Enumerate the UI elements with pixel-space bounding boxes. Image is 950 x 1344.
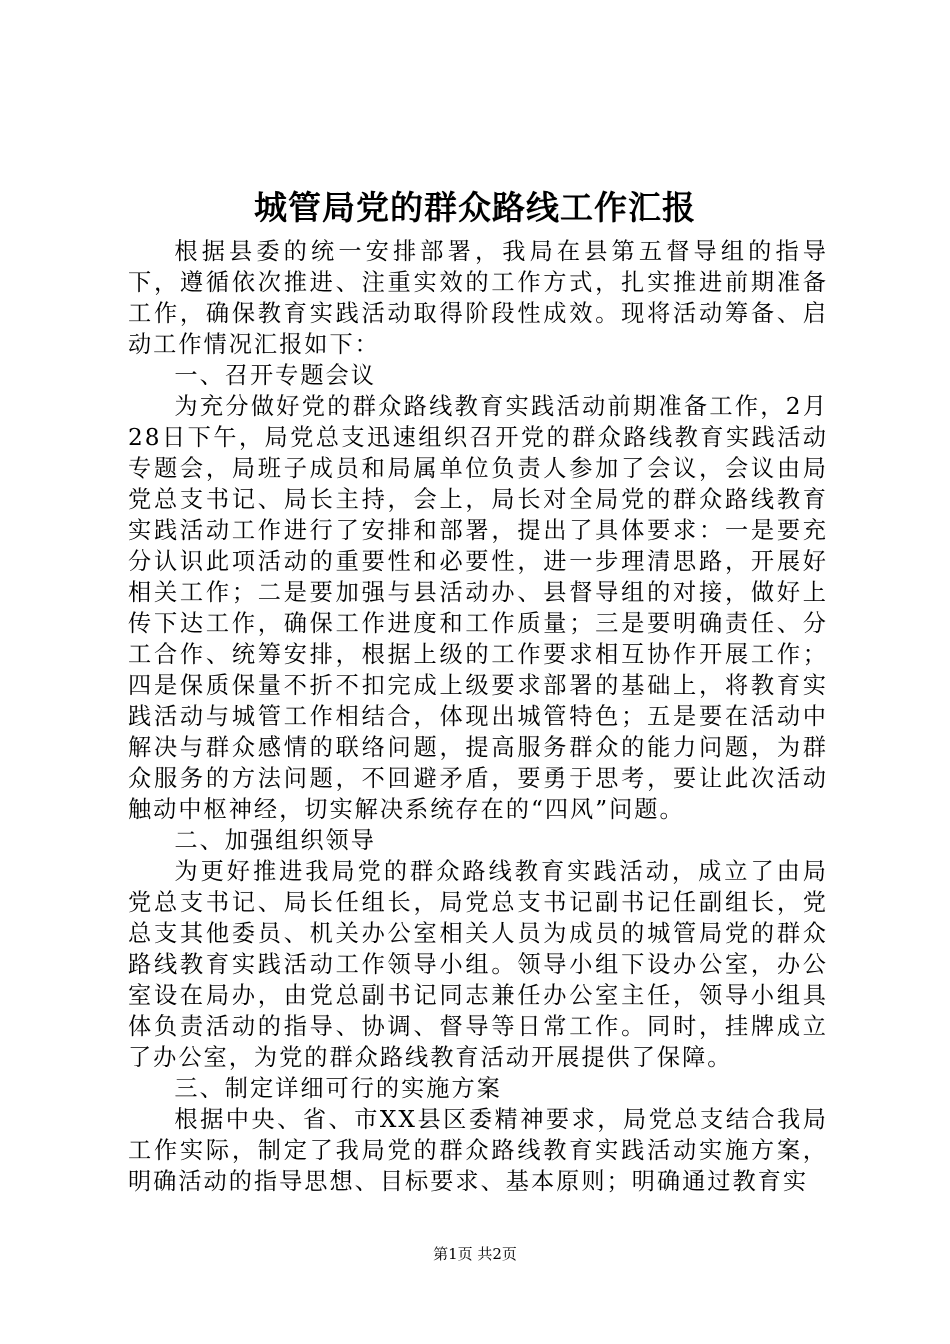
section-paragraph-3: 根据中央、省、市XX县区委精神要求，局党总支结合我局工作实际，制定了我局党的群众路线教育实践活动实施方案，明确活动的指导思想、目标要求、基本原则；明确通过教育实 <box>128 1106 828 1195</box>
document-body <box>128 236 828 1197</box>
page-footer: 第1页 共2页 <box>433 1245 517 1263</box>
section-paragraph-1: 为充分做好党的群众路线教育实践活动前期准备工作，2月28日下午，局党总支迅速组织召开党的群众路线教育实践活动专题会，局班子成员和局属单位负责人参加了会议，会议由局党总支书记、局长主持，会上，局长对全局党的群众路线教育实践活动工作进行了安排和部署，提出了具体要求：一是要充分认识此项活动的重要性和必要性，进一步理清思路，开展好相关工作；二是要加强与县活动办、县督导组的对接，做好上传下达工作，确保工作进度和工作质量；三是要明确责任、分工合作、统筹安排，根据上级的工作要求相互协作开展工作；四是保质保量不折不扣完成上级要求部署的基础上，将教育实践活动与城管工作相结合，体现出城管特色；五是要在活动中解决与群众感情的联络问题，提高服务群众的能力问题，为群众服务的方法问题，不回避矛盾，要勇于思考，要让此次活动触动中枢神经，切实解决系统存在的“四风”问题。 <box>128 393 828 823</box>
section-paragraph-2: 为更好推进我局党的群众路线教育实践活动，成立了由局党总支书记、局长任组长，局党总支书记副书记任副组长，党总支其他委员、机关办公室相关人员为成员的城管局党的群众路线教育实践活动工作领导小组。领导小组下设办公室，办公室设在局办，由党总副书记同志兼任办公室主任，领导小组具体负责活动的指导、协调、督导等日常工作。同时，挂牌成立了办公室，为党的群众路线教育活动开展提供了保障。 <box>128 858 828 1071</box>
section-heading-2: 二、加强组织领导 <box>174 827 376 854</box>
intro-paragraph: 根据县委的统一安排部署，我局在县第五督导组的指导下，遵循依次推进、注重实效的工作方式，扎实推进前期准备工作，确保教育实践活动取得阶段性成效。现将活动筹备、启动工作情况汇报如下： <box>128 238 828 358</box>
section-heading-3: 三、制定详细可行的实施方案 <box>174 1075 502 1102</box>
section-heading-1: 一、召开专题会议 <box>174 362 376 389</box>
document-title: 城管局党的群众路线工作汇报 <box>254 188 696 227</box>
